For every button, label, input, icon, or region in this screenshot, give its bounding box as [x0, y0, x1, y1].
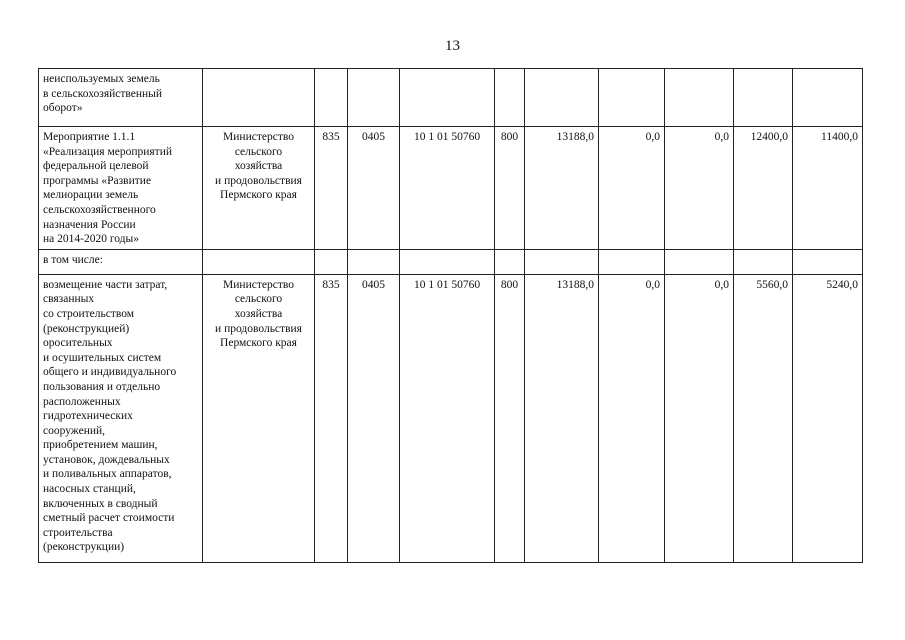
amount-cell-4: 5560,0: [734, 274, 793, 562]
target-article-cell: [400, 249, 495, 274]
section-cell: [348, 69, 400, 127]
event-name-cell: в том числе:: [39, 249, 203, 274]
amount-cell-1: 13188,0: [525, 127, 599, 250]
grbs-cell: 835: [315, 127, 348, 250]
amount-cell-3: [665, 69, 734, 127]
event-name-cell: Мероприятие 1.1.1 «Реализация мероприятий федеральной целевой программы «Развитие мелиорации земель сельскохозяйственного назначения России на 2014-2020 годы»: [39, 127, 203, 250]
amount-cell-3: 0,0: [665, 127, 734, 250]
section-cell: [348, 249, 400, 274]
amount-cell-2: [599, 69, 665, 127]
amount-cell-4: [734, 249, 793, 274]
amount-cell-1: [525, 69, 599, 127]
amount-cell-5: 5240,0: [793, 274, 863, 562]
section-cell: 0405: [348, 274, 400, 562]
page-number: 13: [445, 38, 460, 54]
amount-cell-4: 12400,0: [734, 127, 793, 250]
organization-cell: Министерство сельского хозяйства и продовольствия Пермского края: [203, 274, 315, 562]
table-row: [39, 127, 863, 250]
target-article-cell: [400, 69, 495, 127]
amount-cell-1: [525, 249, 599, 274]
organization-cell: Министерство сельского хозяйства и продовольствия Пермского края: [203, 127, 315, 250]
amount-cell-5: [793, 249, 863, 274]
target-article-cell: 10 1 01 50760: [400, 274, 495, 562]
amount-cell-5: 11400,0: [793, 127, 863, 250]
expense-type-cell: [495, 249, 525, 274]
organization-cell: [203, 249, 315, 274]
event-name-cell: неиспользуемых земель в сельскохозяйственный оборот»: [39, 69, 203, 127]
grbs-cell: 835: [315, 274, 348, 562]
amount-cell-3: 0,0: [665, 274, 734, 562]
amount-cell-3: [665, 249, 734, 274]
amount-cell-1: 13188,0: [525, 274, 599, 562]
grbs-cell: [315, 69, 348, 127]
table-row: [39, 249, 863, 274]
expense-type-cell: 800: [495, 127, 525, 250]
amount-cell-2: 0,0: [599, 127, 665, 250]
table-row: [39, 69, 863, 127]
grbs-cell: [315, 249, 348, 274]
budget-table: [38, 68, 863, 563]
organization-cell: [203, 69, 315, 127]
expense-type-cell: 800: [495, 274, 525, 562]
section-cell: 0405: [348, 127, 400, 250]
table-row: [39, 274, 863, 562]
amount-cell-2: 0,0: [599, 274, 665, 562]
amount-cell-2: [599, 249, 665, 274]
target-article-cell: 10 1 01 50760: [400, 127, 495, 250]
amount-cell-4: [734, 69, 793, 127]
amount-cell-5: [793, 69, 863, 127]
expense-type-cell: [495, 69, 525, 127]
event-name-cell: возмещение части затрат, связанных со строительством (реконструкцией) оросительных и осушительных систем общего и индивидуального пользования и отдельно расположенных гидротехнических сооружений, приобретением машин, установок, дождевальных и поливальных аппаратов, насосных станций, включенных в сводный сметный расчет стоимости строительства (реконструкции): [39, 274, 203, 562]
